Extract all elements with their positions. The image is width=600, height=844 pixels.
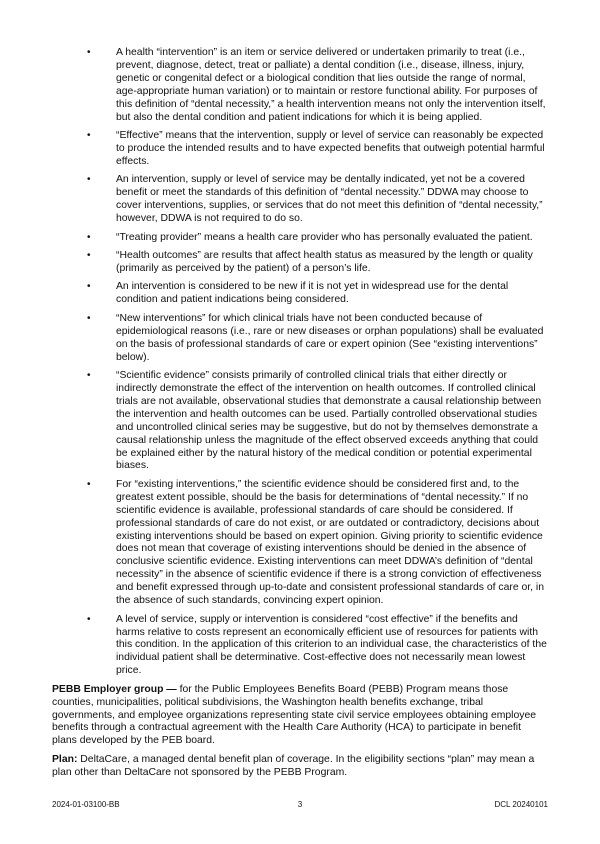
bullet-icon: • [87,47,91,58]
bullet-icon: • [87,231,91,243]
list-item [52,130,548,169]
list-item [52,479,548,608]
list-item [52,313,548,365]
definition-plan [52,754,548,780]
list-item-text: For “existing interventions,” the scientific evidence should be considered first and, to the greatest extent possible, should be the basis for determinations of “dental necessity.” If no scientific evidence is available, professional standards of care should be considered. If professional standards of care do not exist, or are outdated or contradictory, decisions about existing interventions should be based on expert opinion. Giving priority to scientific evidence does not mean that coverage of existing interventions should be denied in the absence of conclusive scientific evidence. Existing interventions can meet DDWA’s definition of “dental necessity” in the absence of scientific evidence if there is a strong conviction of effectiveness and benefit expressed through up-to-date and consistent professional standards of care or, in the absence of such standards, convincing expert opinion. [116,478,545,607]
definition-text: for the Public Employees Benefits Board (PEBB) Program means those counties, municipalities, political subdivisions, the Washington health benefits exchange, tribal governments, and employee organizations representing state civil service employees obtaining employee benefits through a contractual agreement with the Health Care Authority (HCA) to participate in benefit plans developed by the PEB board. [52,683,537,747]
page-footer [52,786,548,810]
list-item-text: An intervention, supply or level of service may be dentally indicated, yet not be a covered benefit or meet the standards of this definition of “dental necessity.” DDWA may choose to cover interventions, supplies, or services that do not meet this definition of “dental necessity,” however, DDWA is not required to do so. [116,174,543,225]
list-item [52,370,548,473]
list-item-text: An intervention is considered to be new if it is not yet in widespread use for the dental condition and patient indications being considered. [116,281,509,306]
list-item [52,281,548,307]
list-item [52,47,548,124]
document-code: 2024-01-03100-BB [52,800,120,810]
list-item-text: “Effective” means that the intervention, supply or level of service can reasonably be expected to produce the intended results and to have expected benefits that outweigh potential harmful effects. [116,130,545,167]
definition-bullet-list [52,47,548,678]
list-item [52,250,548,276]
list-item-text: “Treating provider” means a health care provider who has personally evaluated the patient. [116,231,533,243]
list-item [52,232,548,245]
bullet-icon: • [87,130,91,142]
list-item-text: “New interventions” for which clinical trials have not been conducted because of epidemiological reasons (i.e., rare or new diseases or orphan populations) shall be evaluated on the basis of professional standards of care or expert opinion (See “existing interventions” below). [116,312,544,363]
bullet-icon: • [87,613,91,625]
list-item-text: A level of service, supply or intervention is considered “cost effective” if the benefits and harms relative to costs represent an economically efficient use of resources for patients with this condition. In the application of this criterion to an individual case, the characteristics of the individual patient shall be determinative. Cost-effective does not necessarily mean lowest price. [116,613,547,677]
page-content [52,47,548,786]
bullet-icon: • [87,312,91,324]
bullet-icon: • [87,281,91,293]
bullet-icon: • [87,174,91,186]
list-item-text: “Health outcomes” are results that affect health status as measured by the length or quality (primarily as perceived by the patient) of a person’s life. [116,250,533,274]
bullet-icon: • [87,250,91,262]
definition-term: Plan: [52,754,78,766]
definition-term: PEBB Employer group — [52,683,177,695]
list-item [52,614,548,679]
list-item-text: A health “intervention” is an item or service delivered or undertaken primarily to treat (i.e., prevent, diagnose, detect, treat or palliate) a dental condition (i.e., disease, illness, injury, genetic or congenital defect or a biological condition that lies outside the range of normal, age-appropriate human variation) or to maintain or restore functional ability. For purposes of this definition of “dental necessity,” a health intervention means not only the intervention itself, but also the dental condition and patient indications for which it is being applied. [116,47,546,123]
bullet-icon: • [87,478,91,490]
list-item [52,174,548,226]
list-item-text: “Scientific evidence” consists primarily of controlled clinical trials that either directly or indirectly demonstrate the effect of the intervention on health outcomes. If controlled clinical trials are not available, observational studies that demonstrate a causal relationship between the intervention and health outcomes can be used. Partially controlled observational studies and uncontrolled clinical series may be suggestive, but do not by themselves demonstrate a causal relationship unless the magnitude of the effect observed exceeds anything that could be explained either by the natural history of the medical condition or potential experimental biases. [116,370,542,472]
document-version: DCL 20240101 [494,800,548,810]
page-number: 3 [297,800,303,810]
definition-pebb-employer-group [52,684,548,749]
definition-text: DeltaCare, a managed dental benefit plan of coverage. In the eligibility sections “plan” may mean a plan other than DeltaCare not sponsored by the PEBB Program. [52,754,535,779]
bullet-icon: • [87,370,91,382]
